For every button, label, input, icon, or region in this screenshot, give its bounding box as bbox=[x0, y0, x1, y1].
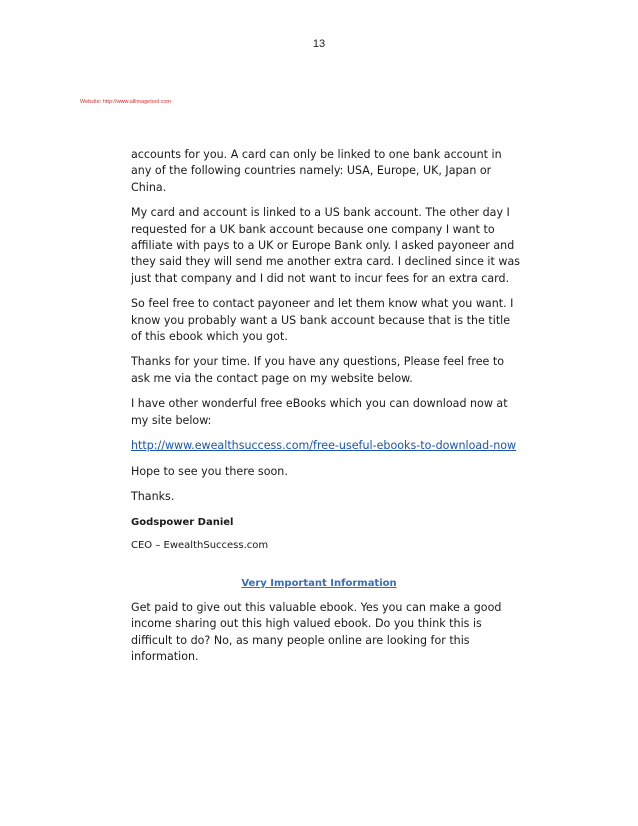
important-paragraph: Get paid to give out this valuable ebook. Yes you can make a good income sharing out this high valued ebook. Do you think this is difficult to do? No, as many people online are looking for this information. bbox=[131, 601, 502, 664]
paragraph-thanks: Thanks. bbox=[131, 489, 175, 503]
paragraph-contact-payoneer: So feel free to contact payoneer and let them know what you want. I know you probably want a US bank account because that is the title of this ebook which you got. bbox=[131, 297, 514, 344]
signature-title: CEO – EwealthSuccess.com bbox=[131, 540, 269, 552]
page-number: 13 bbox=[312, 38, 326, 50]
paragraph-thanks-time: Thanks for your time. If you have any questions, Please feel free to ask me via the contact page on my website below. bbox=[131, 355, 505, 385]
important-heading: Very Important Information bbox=[241, 578, 397, 589]
paragraph-account: My card and account is linked to a US bank account. The other day I requested for a UK bank account because one company I want to affiliate with pays to a UK or Europe Bank only. I asked payoneer and they said they will send me another extra card. I declined since it was just that company and I did not want to incur fees for an extra card. bbox=[131, 206, 521, 285]
paragraph-other-ebooks: I have other wonderful free eBooks which you can download now at my site below: bbox=[131, 397, 508, 427]
paragraph-hope: Hope to see you there soon. bbox=[131, 464, 288, 478]
body-text bbox=[131, 147, 521, 562]
watermark-url: Website: http://www.allimagetool.com bbox=[80, 99, 171, 105]
paragraph-cards: accounts for you. A card can only be linked to one bank account in any of the following countries namely: USA, Europe, UK, Japan or China. bbox=[131, 148, 502, 194]
free-ebooks-link[interactable]: http://www.ewealthsuccess.com/free-useful-ebooks-to-download-now bbox=[131, 439, 517, 453]
signature-name: Godspower Daniel bbox=[131, 517, 234, 529]
